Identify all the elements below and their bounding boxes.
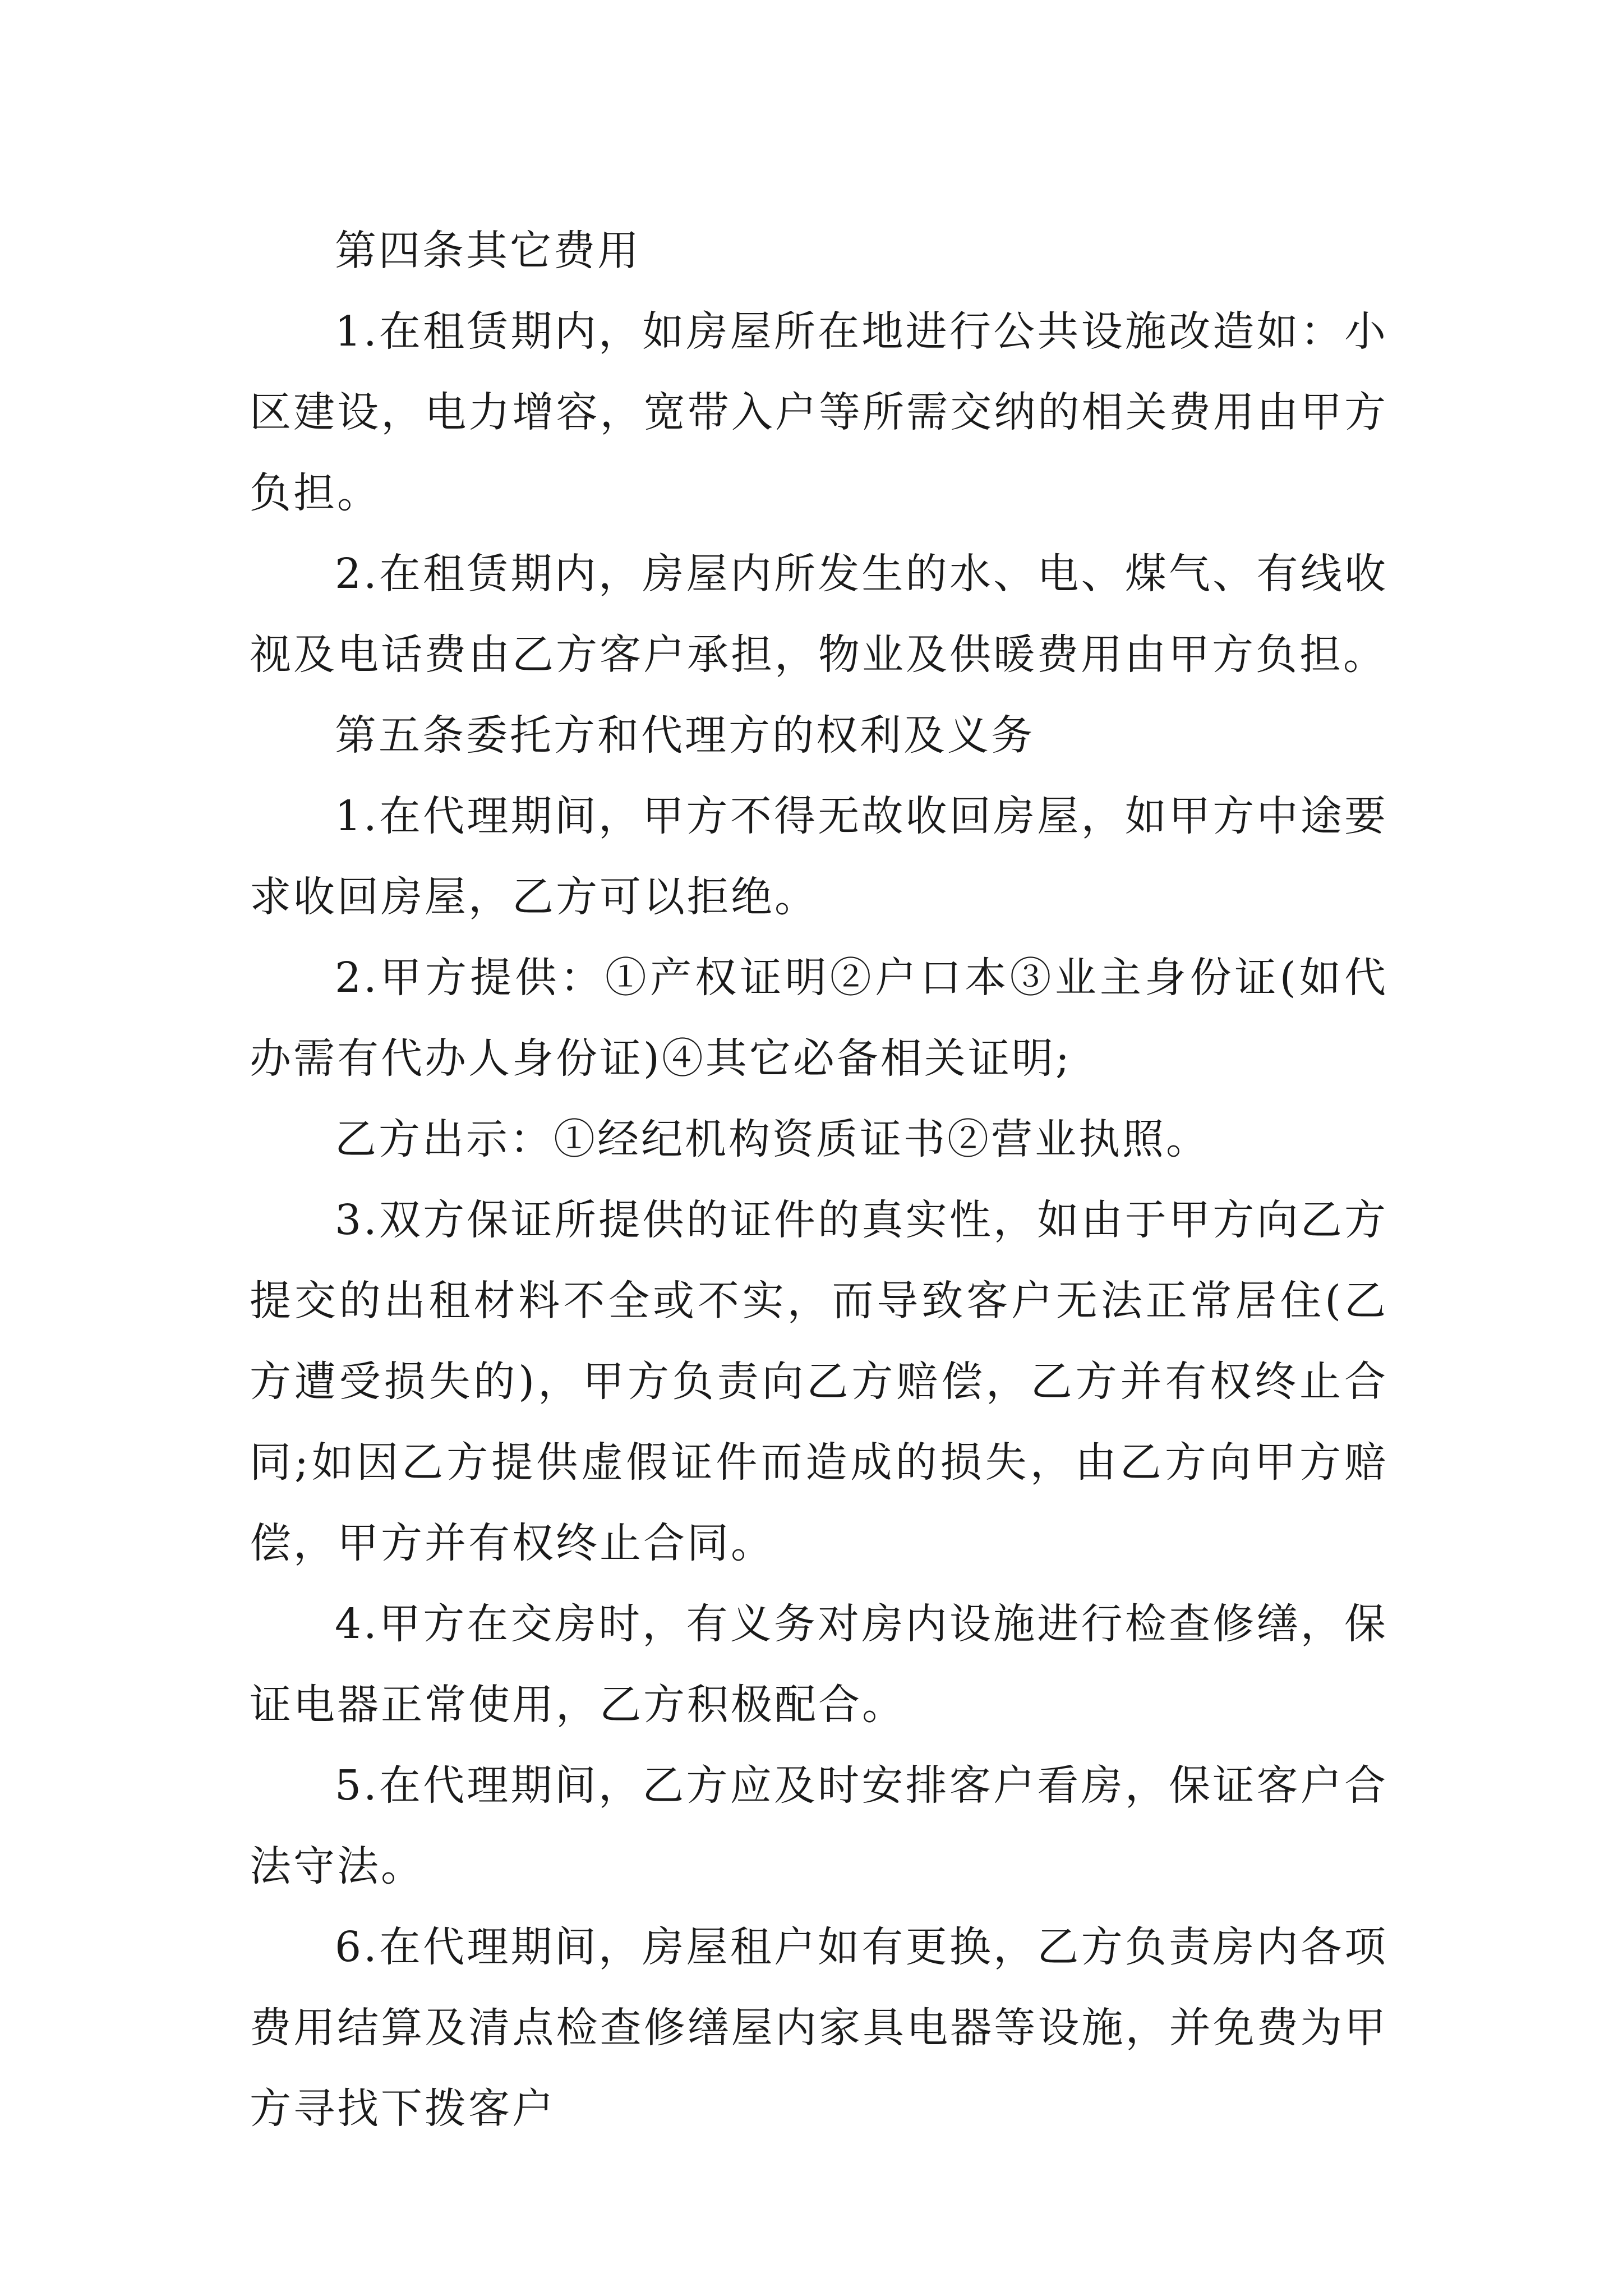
paragraph-article-4-item-1: 1.在租赁期内，如房屋所在地进行公共设施改造如：小区建设，电力增容，宽带入户等所需交纳的相关费用由甲方负担。	[250, 307, 1388, 517]
paragraph-article-5-item-2: 2.甲方提供：①产权证明②户口本③业主身份证(如代办需有代办人身份证)④其它必备相关证明;	[250, 954, 1388, 1083]
paragraph-article-4-item-2: 2.在租赁期内，房屋内所发生的水、电、煤气、有线收视及电话费由乙方客户承担，物业及供暖费用由甲方负担。	[250, 550, 1388, 679]
paragraph-article-5-item-6: 6.在代理期间，房屋租户如有更换，乙方负责房内各项费用结算及清点检查修缮屋内家具电器等设施，并免费为甲方寻找下拨客户	[250, 1923, 1388, 2133]
section-heading-article-5: 第五条委托方和代理方的权利及义务	[335, 711, 1035, 760]
paragraph-article-5-item-4: 4.甲方在交房时，有义务对房内设施进行检查修缮，保证电器正常使用，乙方积极配合。	[250, 1600, 1388, 1729]
paragraph-article-5-item-2-continued: 乙方出示：①经纪机构资质证书②营业执照。	[335, 1115, 1210, 1163]
paragraph-article-5-item-5: 5.在代理期间，乙方应及时安排客户看房，保证客户合法守法。	[250, 1761, 1388, 1890]
section-heading-article-4: 第四条其它费用	[335, 227, 641, 275]
paragraph-article-5-item-1: 1.在代理期间，甲方不得无故收回房屋，如甲方中途要求收回房屋，乙方可以拒绝。	[250, 792, 1388, 921]
paragraph-article-5-item-3: 3.双方保证所提供的证件的真实性，如由于甲方向乙方提交的出租材料不全或不实，而导致客户无法正常居住(乙方遭受损失的)，甲方负责向乙方赔偿，乙方并有权终止合同;如因乙方提供虚假证件而造成的损失，由乙方向甲方赔偿，甲方并有权终止合同。	[250, 1196, 1388, 1567]
document-body	[250, 210, 1388, 2149]
